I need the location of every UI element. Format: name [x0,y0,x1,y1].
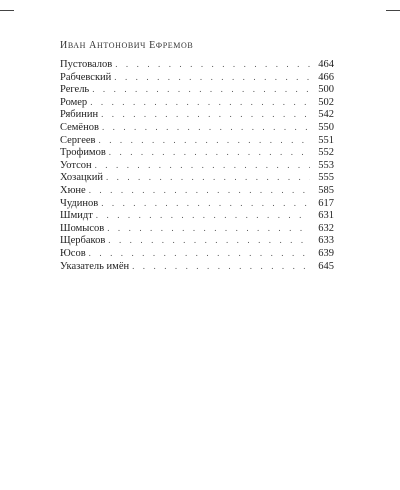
toc-entry [60,71,334,84]
toc-entry-page: 633 [318,235,334,247]
toc-dot-leader [132,260,310,273]
toc-entry [60,184,334,197]
toc-entry [60,171,334,184]
toc-entry [60,96,334,109]
toc-entry-name: Пустовалов [60,59,113,70]
toc-dot-leader [107,222,310,235]
toc-entry-name: Рабчевский [60,71,112,83]
toc-dot-leader [89,184,310,197]
toc-dot-leader [114,71,310,84]
toc-entry-name: Хюне [60,184,86,196]
toc-entry-name: Чудинов [60,197,99,209]
toc-dot-leader [90,96,310,109]
toc-entry-name: Ромер [60,96,88,108]
toc-entry [60,146,334,159]
toc-entry [60,247,334,260]
toc-dot-leader [95,159,310,172]
toc-entry [60,108,334,121]
toc-dot-leader [115,58,310,71]
toc-entry-page: 466 [318,71,334,83]
toc-entry-page: 550 [318,121,334,133]
toc-entry [60,134,334,147]
toc-entry-page: 500 [318,84,334,96]
toc-dot-leader [99,134,311,147]
toc-entry [60,222,334,235]
crop-mark-left [0,10,14,11]
toc-entry [60,83,334,96]
toc-entry-name: Трофимов [60,147,106,159]
toc-entry-name: Юсов [60,247,86,259]
toc-entry-page: 617 [318,197,334,209]
toc-entry-page: 551 [318,134,334,146]
toc-entry-page: 555 [318,172,334,184]
toc-dot-leader [96,209,310,222]
toc-entry [60,234,334,247]
running-head: ИВАН АНТОНОВИЧ ЕФРЕМОВ [60,40,194,51]
toc-entry-page: 631 [318,210,334,222]
toc-dot-leader [108,234,310,247]
toc-dot-leader [102,121,310,134]
toc-entry-name: Уотсон [60,159,92,171]
toc-entry [60,58,334,71]
toc-dot-leader [101,197,310,210]
toc-entry-page: 502 [318,96,334,108]
toc-entry-page: 639 [318,247,334,259]
toc-entry-name: Хозацкий [60,172,103,184]
toc-dot-leader [101,108,310,121]
table-of-contents [60,58,334,272]
crop-mark-right [386,10,400,11]
toc-dot-leader [89,247,310,260]
toc-entry-name: Шмидт [60,210,93,222]
toc-entry-page: 585 [318,184,334,196]
toc-dot-leader [109,146,310,159]
toc-entry [60,121,334,134]
toc-entry-page: 464 [318,59,334,70]
toc-dot-leader [106,171,310,184]
toc-entry-page: 542 [318,109,334,121]
toc-entry-page: 645 [318,260,334,272]
toc-dot-leader [92,83,310,96]
toc-entry [60,209,334,222]
toc-entry-name: Сергеев [60,134,96,146]
toc-entry-name: Щербаков [60,235,106,247]
toc-entry [60,159,334,172]
toc-entry-page: 632 [318,222,334,234]
toc-entry-page: 553 [318,159,334,171]
toc-entry-name: Семёнов [60,121,99,133]
toc-entry-page: 552 [318,147,334,159]
toc-entry-name: Шомысов [60,222,105,234]
toc-entry [60,197,334,210]
toc-entry-name: Указатель имён [60,260,130,272]
toc-entry-name: Регель [60,84,90,96]
toc-entry-name: Рябинин [60,109,99,121]
toc-entry [60,260,334,273]
